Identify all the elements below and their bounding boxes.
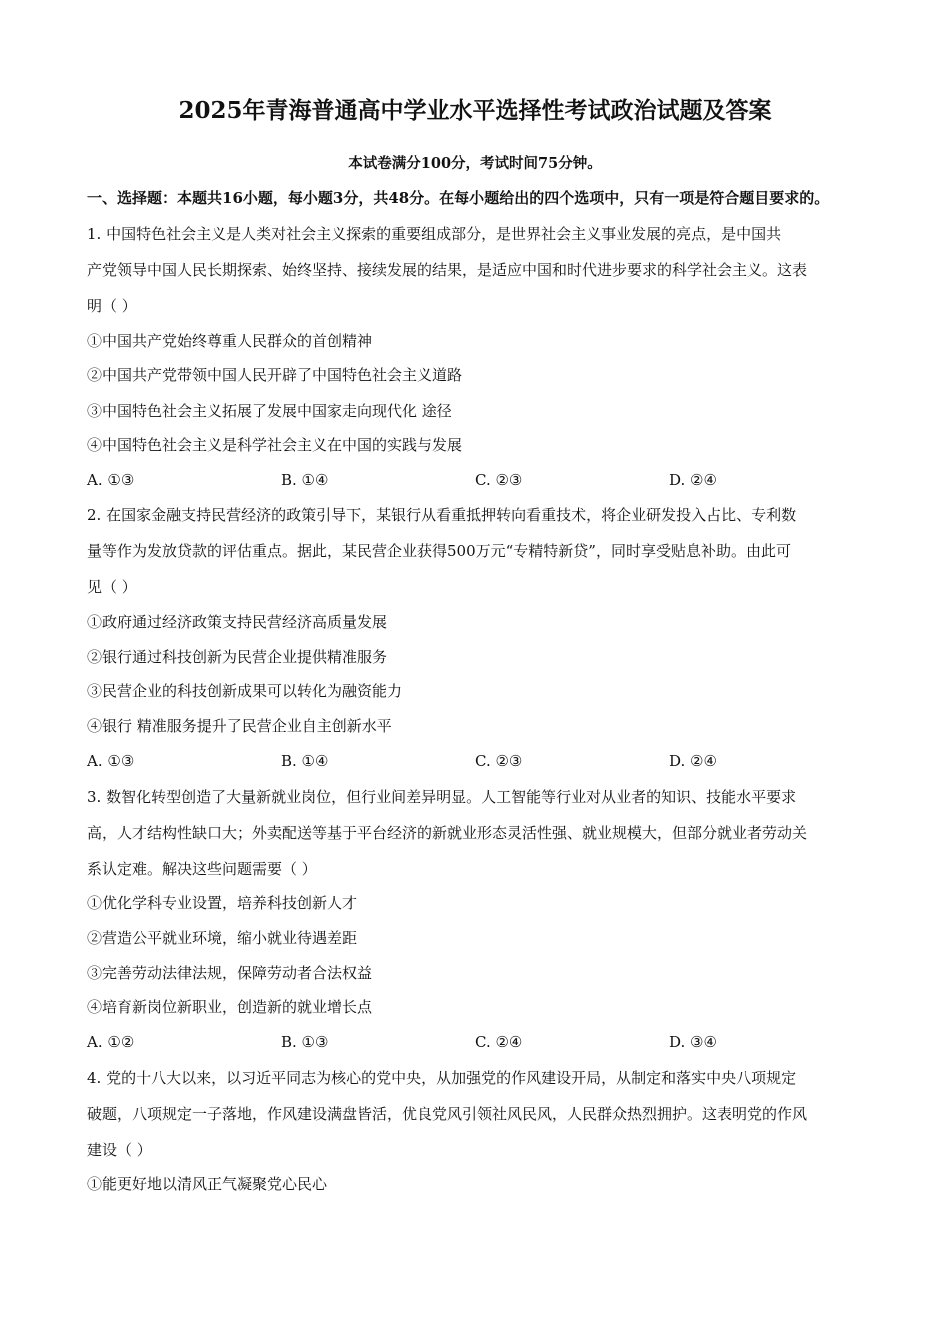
- question-1-stem-line-2: 产党领导中国人民长期探索、始终坚持、接续发展的结果，是适应中国和时代进步要求的科学社会主义。这表: [87, 261, 808, 279]
- question-3-statement-1: ①优化学科专业设置，培养科技创新人才: [87, 894, 358, 912]
- exam-info: 本试卷满分100分，考试时间75分钟。: [348, 155, 602, 172]
- question-2-stem-line-1: 2. 在国家金融支持民营经济的政策引导下，某银行从看重抵押转向看重技术，将企业研发投入占比、专利数: [87, 506, 797, 524]
- question-2-option-c[interactable]: C. ②③: [475, 752, 523, 770]
- question-1-option-b[interactable]: B. ①④: [281, 471, 329, 489]
- question-2-option-a[interactable]: A. ①③: [87, 752, 135, 770]
- question-3-stem-line-3: 系认定难。解决这些问题需要（ ）: [87, 860, 317, 878]
- question-3-statement-4: ④培育新岗位新职业，创造新的就业增长点: [87, 998, 373, 1016]
- question-1-statement-2: ②中国共产党带领中国人民开辟了中国特色社会主义道路: [87, 366, 463, 384]
- question-4-stem-line-1: 4. 党的十八大以来，以习近平同志为核心的党中央，从加强党的作风建设开局，从制定和落实中央八项规定: [87, 1069, 797, 1087]
- question-1-statement-4: ④中国特色社会主义是科学社会主义在中国的实践与发展: [87, 436, 463, 454]
- question-2-statement-4: ④银行 精准服务提升了民营企业自主创新水平: [87, 717, 392, 735]
- question-3-option-b[interactable]: B. ①③: [281, 1033, 329, 1051]
- question-3-option-c[interactable]: C. ②④: [475, 1033, 523, 1051]
- question-2-statement-3: ③民营企业的科技创新成果可以转化为融资能力: [87, 682, 403, 700]
- question-1-option-c[interactable]: C. ②③: [475, 471, 523, 489]
- question-1-stem-line-1: 1. 中国特色社会主义是人类对社会主义探索的重要组成部分，是世界社会主义事业发展的亮点，是中国共: [87, 225, 782, 243]
- question-1-option-d[interactable]: D. ②④: [669, 471, 717, 489]
- question-2-option-d[interactable]: D. ②④: [669, 752, 717, 770]
- question-2-statement-1: ①政府通过经济政策支持民营经济高质量发展: [87, 613, 388, 631]
- question-3-stem-line-1: 3. 数智化转型创造了大量新就业岗位，但行业间差异明显。人工智能等行业对从业者的知识、技能水平要求: [87, 788, 797, 806]
- question-2-statement-2: ②银行通过科技创新为民营企业提供精准服务: [87, 648, 388, 666]
- section-header: 一、选择题：本题共16小题，每小题3分，共48分。在每小题给出的四个选项中，只有一项是符合题目要求的。: [87, 189, 830, 207]
- question-4-stem-line-3: 建设（ ）: [87, 1141, 152, 1159]
- question-4-statement-1: ①能更好地以清风正气凝聚党心民心: [87, 1175, 328, 1193]
- question-2-option-b[interactable]: B. ①④: [281, 752, 329, 770]
- question-1-option-a[interactable]: A. ①③: [87, 471, 135, 489]
- question-3-statement-3: ③完善劳动法律法规，保障劳动者合法权益: [87, 964, 373, 982]
- page-title: 2025年青海普通高中学业水平选择性考试政治试题及答案: [178, 97, 772, 124]
- question-2-stem-line-2: 量等作为发放贷款的评估重点。据此，某民营企业获得500万元“专精特新贷”，同时享受贴息补助。由此可: [87, 542, 791, 560]
- question-3-statement-2: ②营造公平就业环境，缩小就业待遇差距: [87, 929, 358, 947]
- question-1-stem-line-3: 明（ ）: [87, 297, 137, 315]
- question-1-statement-3: ③中国特色社会主义拓展了发展中国家走向现代化 途径: [87, 402, 452, 420]
- question-3-stem-line-2: 高，人才结构性缺口大；外卖配送等基于平台经济的新就业形态灵活性强、就业规模大，但部分就业者劳动关: [87, 824, 808, 842]
- question-3-option-d[interactable]: D. ③④: [669, 1033, 717, 1051]
- question-1-statement-1: ①中国共产党始终尊重人民群众的首创精神: [87, 332, 373, 350]
- question-3-option-a[interactable]: A. ①②: [87, 1033, 135, 1051]
- question-4-stem-line-2: 破题，八项规定一子落地，作风建设满盘皆活，优良党风引领社风民风，人民群众热烈拥护。这表明党的作风: [87, 1105, 808, 1123]
- question-2-stem-line-3: 见（ ）: [87, 578, 137, 596]
